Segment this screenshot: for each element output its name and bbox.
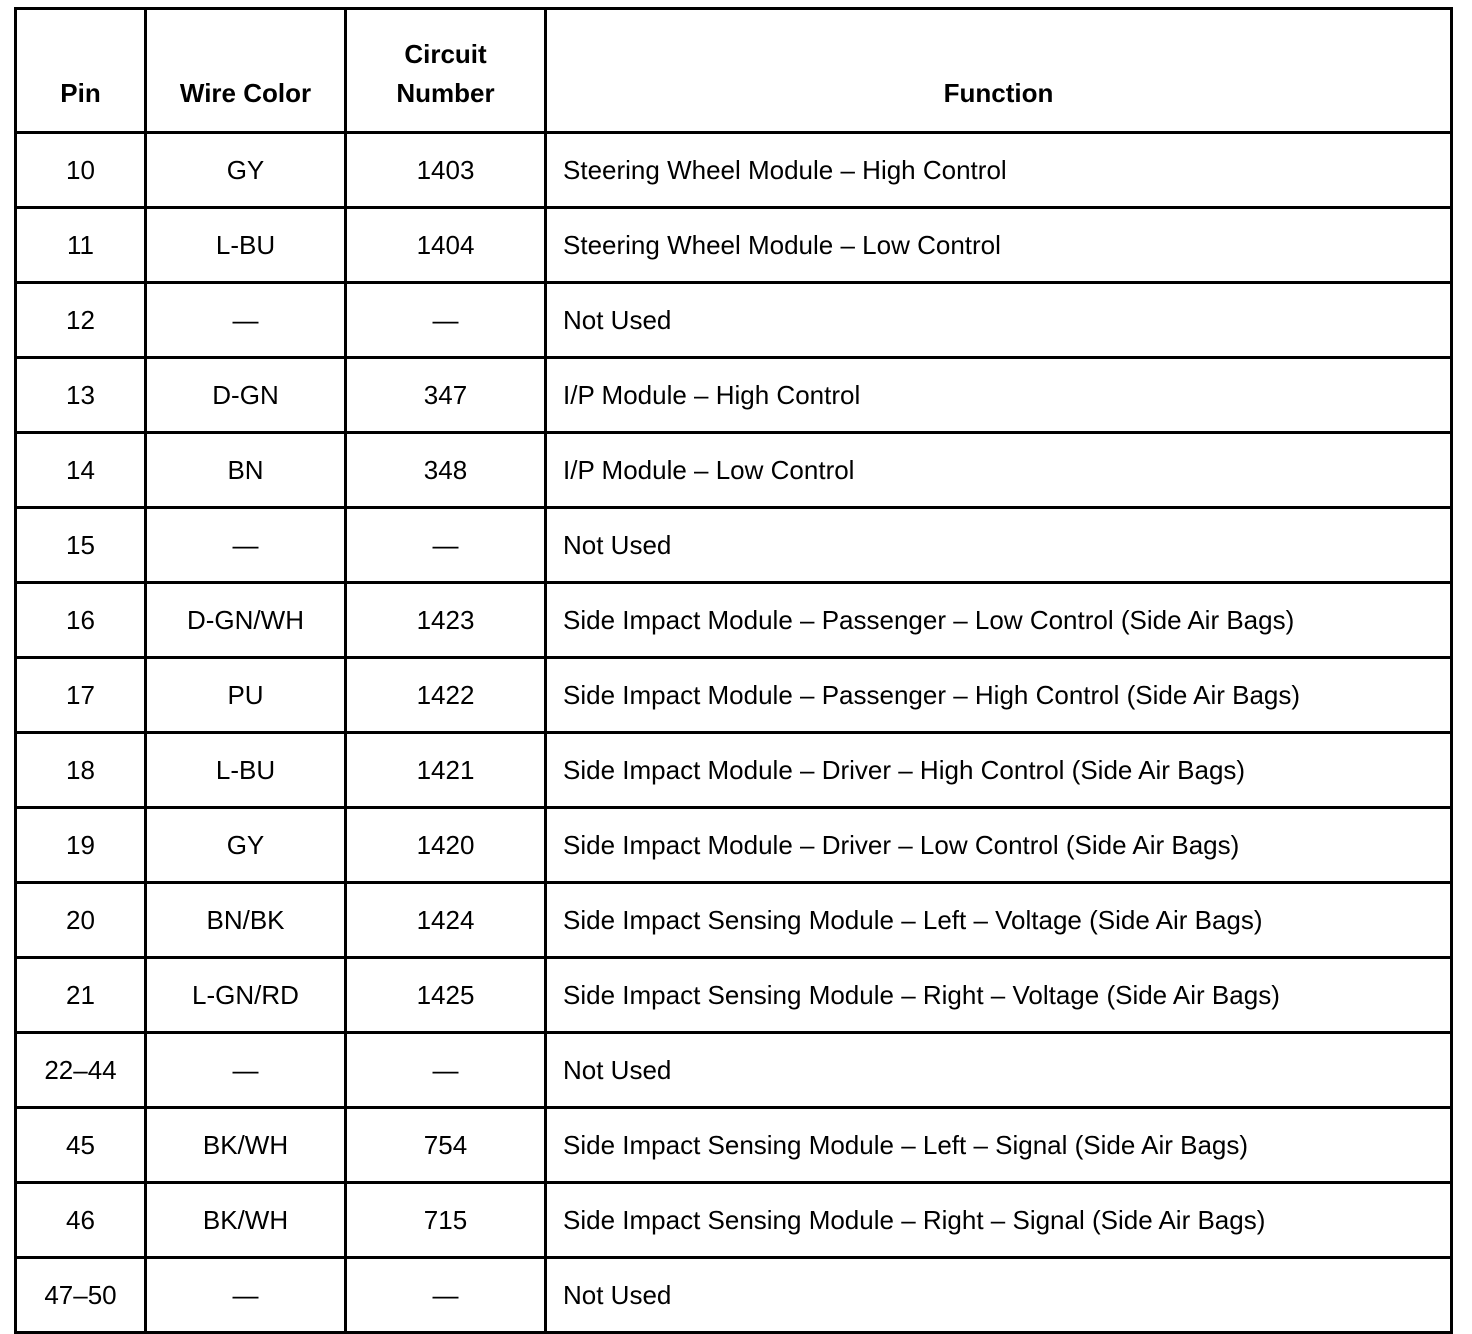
circuit-number-cell: 715 xyxy=(346,1183,546,1258)
circuit-number-cell: 754 xyxy=(346,1108,546,1183)
header-circuit-line2: Number xyxy=(396,78,495,108)
wire-color-cell: GY xyxy=(146,808,346,883)
circuit-number-cell: 1425 xyxy=(346,958,546,1033)
header-circuit-number xyxy=(346,9,546,133)
circuit-number-cell: — xyxy=(346,283,546,358)
function-cell: Side Impact Module – Driver – Low Control (Side Air Bags) xyxy=(546,808,1452,883)
function-cell: I/P Module – Low Control xyxy=(546,433,1452,508)
wire-color-cell: BK/WH xyxy=(146,1183,346,1258)
table-row xyxy=(16,733,1452,808)
circuit-number-cell: 1404 xyxy=(346,208,546,283)
table-row xyxy=(16,808,1452,883)
table-body xyxy=(16,133,1452,1333)
table-row xyxy=(16,883,1452,958)
function-cell: Steering Wheel Module – Low Control xyxy=(546,208,1452,283)
circuit-number-cell: — xyxy=(346,508,546,583)
circuit-number-cell: 1423 xyxy=(346,583,546,658)
wire-color-cell: — xyxy=(146,508,346,583)
table-row xyxy=(16,283,1452,358)
circuit-number-cell: 1422 xyxy=(346,658,546,733)
pinout-table xyxy=(14,7,1453,1334)
function-cell: Side Impact Sensing Module – Right – Signal (Side Air Bags) xyxy=(546,1183,1452,1258)
table-row xyxy=(16,583,1452,658)
circuit-number-cell: 1420 xyxy=(346,808,546,883)
wire-color-cell: — xyxy=(146,283,346,358)
circuit-number-cell: — xyxy=(346,1258,546,1333)
header-circuit-line1: Circuit xyxy=(404,39,487,69)
function-cell: Side Impact Module – Passenger – High Control (Side Air Bags) xyxy=(546,658,1452,733)
wire-color-cell: — xyxy=(146,1033,346,1108)
header-wire-color: Wire Color xyxy=(146,9,346,133)
table-row xyxy=(16,1258,1452,1333)
wire-color-cell: GY xyxy=(146,133,346,208)
pin-cell: 12 xyxy=(16,283,146,358)
pin-cell: 20 xyxy=(16,883,146,958)
pin-cell: 18 xyxy=(16,733,146,808)
pin-cell: 46 xyxy=(16,1183,146,1258)
pin-cell: 47–50 xyxy=(16,1258,146,1333)
pin-cell: 17 xyxy=(16,658,146,733)
pin-cell: 16 xyxy=(16,583,146,658)
pin-cell: 15 xyxy=(16,508,146,583)
circuit-number-cell: 347 xyxy=(346,358,546,433)
table-row xyxy=(16,508,1452,583)
table-header-row xyxy=(16,9,1452,133)
wire-color-cell: PU xyxy=(146,658,346,733)
function-cell: Not Used xyxy=(546,508,1452,583)
table-row xyxy=(16,208,1452,283)
header-function: Function xyxy=(546,9,1452,133)
function-cell: Side Impact Module – Driver – High Control (Side Air Bags) xyxy=(546,733,1452,808)
wire-color-cell: D-GN/WH xyxy=(146,583,346,658)
wire-color-cell: — xyxy=(146,1258,346,1333)
function-cell: Side Impact Sensing Module – Right – Voltage (Side Air Bags) xyxy=(546,958,1452,1033)
pin-cell: 21 xyxy=(16,958,146,1033)
circuit-number-cell: 1421 xyxy=(346,733,546,808)
table-row xyxy=(16,133,1452,208)
function-cell: Not Used xyxy=(546,1033,1452,1108)
table-row xyxy=(16,1183,1452,1258)
pin-cell: 19 xyxy=(16,808,146,883)
pin-cell: 45 xyxy=(16,1108,146,1183)
wire-color-cell: L-GN/RD xyxy=(146,958,346,1033)
pin-cell: 10 xyxy=(16,133,146,208)
circuit-number-cell: 348 xyxy=(346,433,546,508)
table-row xyxy=(16,958,1452,1033)
table-row xyxy=(16,358,1452,433)
function-cell: Side Impact Sensing Module – Left – Voltage (Side Air Bags) xyxy=(546,883,1452,958)
table-row xyxy=(16,1108,1452,1183)
function-cell: Not Used xyxy=(546,283,1452,358)
wire-color-cell: BN/BK xyxy=(146,883,346,958)
circuit-number-cell: 1424 xyxy=(346,883,546,958)
header-pin: Pin xyxy=(16,9,146,133)
wire-color-cell: BN xyxy=(146,433,346,508)
table-row xyxy=(16,1033,1452,1108)
function-cell: Not Used xyxy=(546,1258,1452,1333)
table-row xyxy=(16,658,1452,733)
wire-color-cell: L-BU xyxy=(146,208,346,283)
wire-color-cell: BK/WH xyxy=(146,1108,346,1183)
function-cell: Side Impact Module – Passenger – Low Control (Side Air Bags) xyxy=(546,583,1452,658)
pin-cell: 11 xyxy=(16,208,146,283)
wire-color-cell: D-GN xyxy=(146,358,346,433)
function-cell: Side Impact Sensing Module – Left – Signal (Side Air Bags) xyxy=(546,1108,1452,1183)
pin-cell: 22–44 xyxy=(16,1033,146,1108)
wire-color-cell: L-BU xyxy=(146,733,346,808)
table-row xyxy=(16,433,1452,508)
function-cell: Steering Wheel Module – High Control xyxy=(546,133,1452,208)
circuit-number-cell: — xyxy=(346,1033,546,1108)
pin-cell: 13 xyxy=(16,358,146,433)
circuit-number-cell: 1403 xyxy=(346,133,546,208)
function-cell: I/P Module – High Control xyxy=(546,358,1452,433)
pin-cell: 14 xyxy=(16,433,146,508)
